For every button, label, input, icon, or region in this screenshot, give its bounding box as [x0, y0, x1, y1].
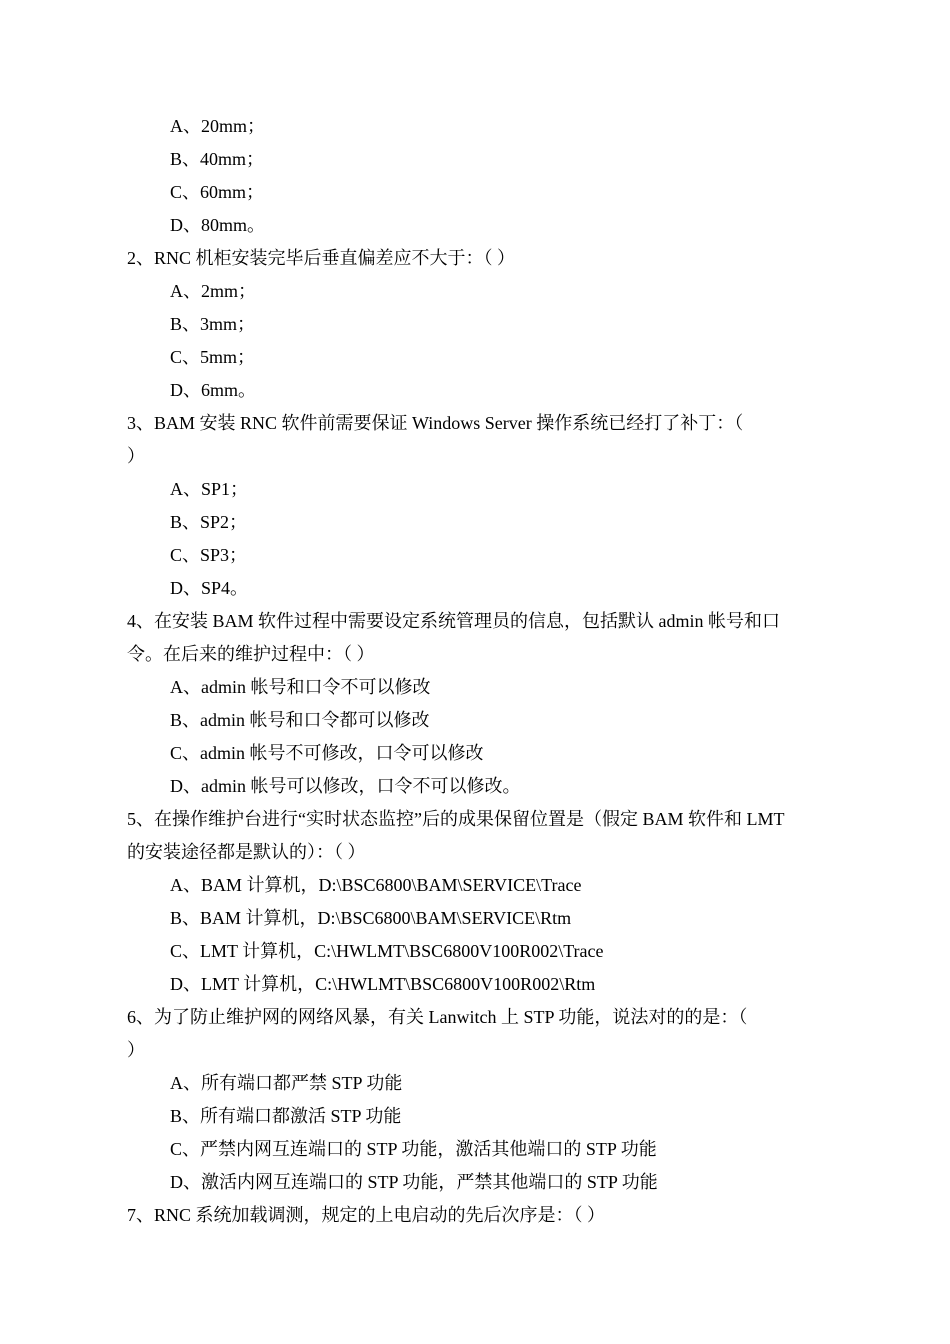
option-line: A、admin 帐号和口令不可以修改 [170, 677, 431, 697]
option-line: C、5mm； [170, 347, 256, 367]
question-list [127, 110, 827, 1232]
question-line: 令。在后来的维护过程中：（ ） [127, 644, 375, 664]
option-line: A、BAM 计算机，D:\BSC6800\BAM\SERVICE\Trace [170, 875, 582, 895]
option-line: D、6mm。 [170, 380, 257, 400]
option-line: C、admin 帐号不可修改，口令可以修改 [170, 743, 484, 763]
option-line: C、严禁内网互连端口的 STP 功能，激活其他端口的 STP 功能 [170, 1139, 657, 1159]
option-line: A、2mm； [170, 281, 257, 301]
question-line: 4、在安装 BAM 软件过程中需要设定系统管理员的信息，包括默认 admin 帐号和口 [127, 611, 780, 631]
question-line: ） [127, 1040, 145, 1060]
question-line: 2、RNC 机柜安装完毕后垂直偏差应不大于：（ ） [127, 248, 516, 268]
option-line: C、60mm； [170, 182, 265, 202]
option-line: B、所有端口都激活 STP 功能 [170, 1106, 402, 1126]
option-line: D、LMT 计算机，C:\HWLMT\BSC6800V100R002\Rtm [170, 974, 596, 994]
question-line: 3、BAM 安装 RNC 软件前需要保证 Windows Server 操作系统已经打了补丁：（ [127, 413, 744, 433]
question-line: ） [127, 446, 145, 466]
option-line: D、admin 帐号可以修改，口令不可以修改。 [170, 776, 521, 796]
option-line: B、admin 帐号和口令都可以修改 [170, 710, 430, 730]
option-line: B、40mm； [170, 149, 265, 169]
option-line: B、BAM 计算机，D:\BSC6800\BAM\SERVICE\Rtm [170, 908, 572, 928]
option-line: D、80mm。 [170, 215, 266, 235]
option-line: C、LMT 计算机，C:\HWLMT\BSC6800V100R002\Trace [170, 941, 604, 961]
question-line: 的安装途径都是默认的）：（ ） [127, 842, 366, 862]
question-line: 5、在操作维护台进行“实时状态监控”后的成果保留位置是（假定 BAM 软件和 LMT [127, 809, 785, 829]
question-line: 6、为了防止维护网的网络风暴，有关 Lanwitch 上 STP 功能，说法对的的是：（ [127, 1007, 748, 1027]
option-line: B、3mm； [170, 314, 256, 334]
option-line: C、SP3； [170, 545, 248, 565]
option-line: B、SP2； [170, 512, 248, 532]
option-line: D、激活内网互连端口的 STP 功能，严禁其他端口的 STP 功能 [170, 1172, 658, 1192]
option-line: A、所有端口都严禁 STP 功能 [170, 1073, 403, 1093]
question-line: 7、RNC 系统加载调测，规定的上电启动的先后次序是：（ ） [127, 1205, 606, 1225]
option-line: A、SP1； [170, 479, 249, 499]
option-line: D、SP4。 [170, 578, 249, 598]
option-line: A、20mm； [170, 116, 266, 136]
